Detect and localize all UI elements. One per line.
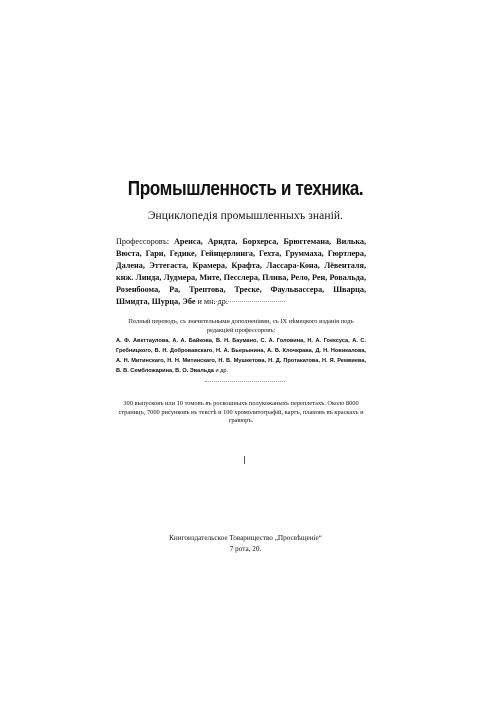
publisher-name: Книгоиздательское Товарищество „Просвѣщеніе“ [169, 534, 322, 542]
editors-names: А. Ф. Авкттаулова, А. А. Байкова, В. Н. Баумано, С. А. Головина, Н. А. Гоексуса, А. С. Гребницкого, В. Н. Добровавскаго, Н. А. Бьерынина, А. В. Клочкрава, Д. Н. Новикалова, А. Н. Митинскаго, Н. Н. Митинскаго, Н. В. Мушкетова, Н. Д. Протакатова, Н. Я. Ремвиева, В. В. Сембложарина, В. О. Эвальда [116, 338, 366, 374]
professors-tail: и мн. др. [195, 297, 228, 306]
issues-note: 300 выпусковъ или 10 томовъ въ роскошныхъ полукожаныхъ переплетахъ. Около 8000 страницъ, 7000 рисунковъ въ текстѣ и 100 хромолитографій, картъ, плановъ въ краскахъ и гравюръ. [118, 400, 364, 424]
divider-top [205, 301, 285, 302]
divider-bottom [205, 381, 285, 382]
editors-list [116, 336, 366, 376]
professors-names: Ареиса, Арндта, Борхерса, Брюггемана, Вилька, Вюста, Гари, Гедике, Гейнцерлинга, Гехта, Груммаха, Гюртлера, Далена, Эттегаста, Крамера, Крафта, Лассара-Кона, Лёвенталя, кнж. Линда, Лудмера, Мите, Песслера, Плива, Рело, Рен, Ровальда, Розенбоома, Ра, Трептова, Треске, Фаульвассера, Шварца, Шмидта, Шурца, Эбе [116, 237, 366, 306]
publisher-address: 7 рота, 20. [229, 545, 262, 553]
book-subtitle: Энциклопедія промышленныхъ знаній. [147, 210, 344, 222]
professors-lead: Профессоровъ: [116, 237, 175, 246]
print-mark [244, 456, 245, 464]
publisher-block [0, 533, 491, 555]
translation-note: Полный переводъ, съ значительными дополненіями, съ IX нѣмецкого изданія подъ редакціей профессоровъ: [128, 318, 354, 334]
book-title: Промышленность и техника. [127, 178, 364, 200]
editors-tail: и др. [213, 368, 229, 374]
professors-list [116, 236, 366, 308]
